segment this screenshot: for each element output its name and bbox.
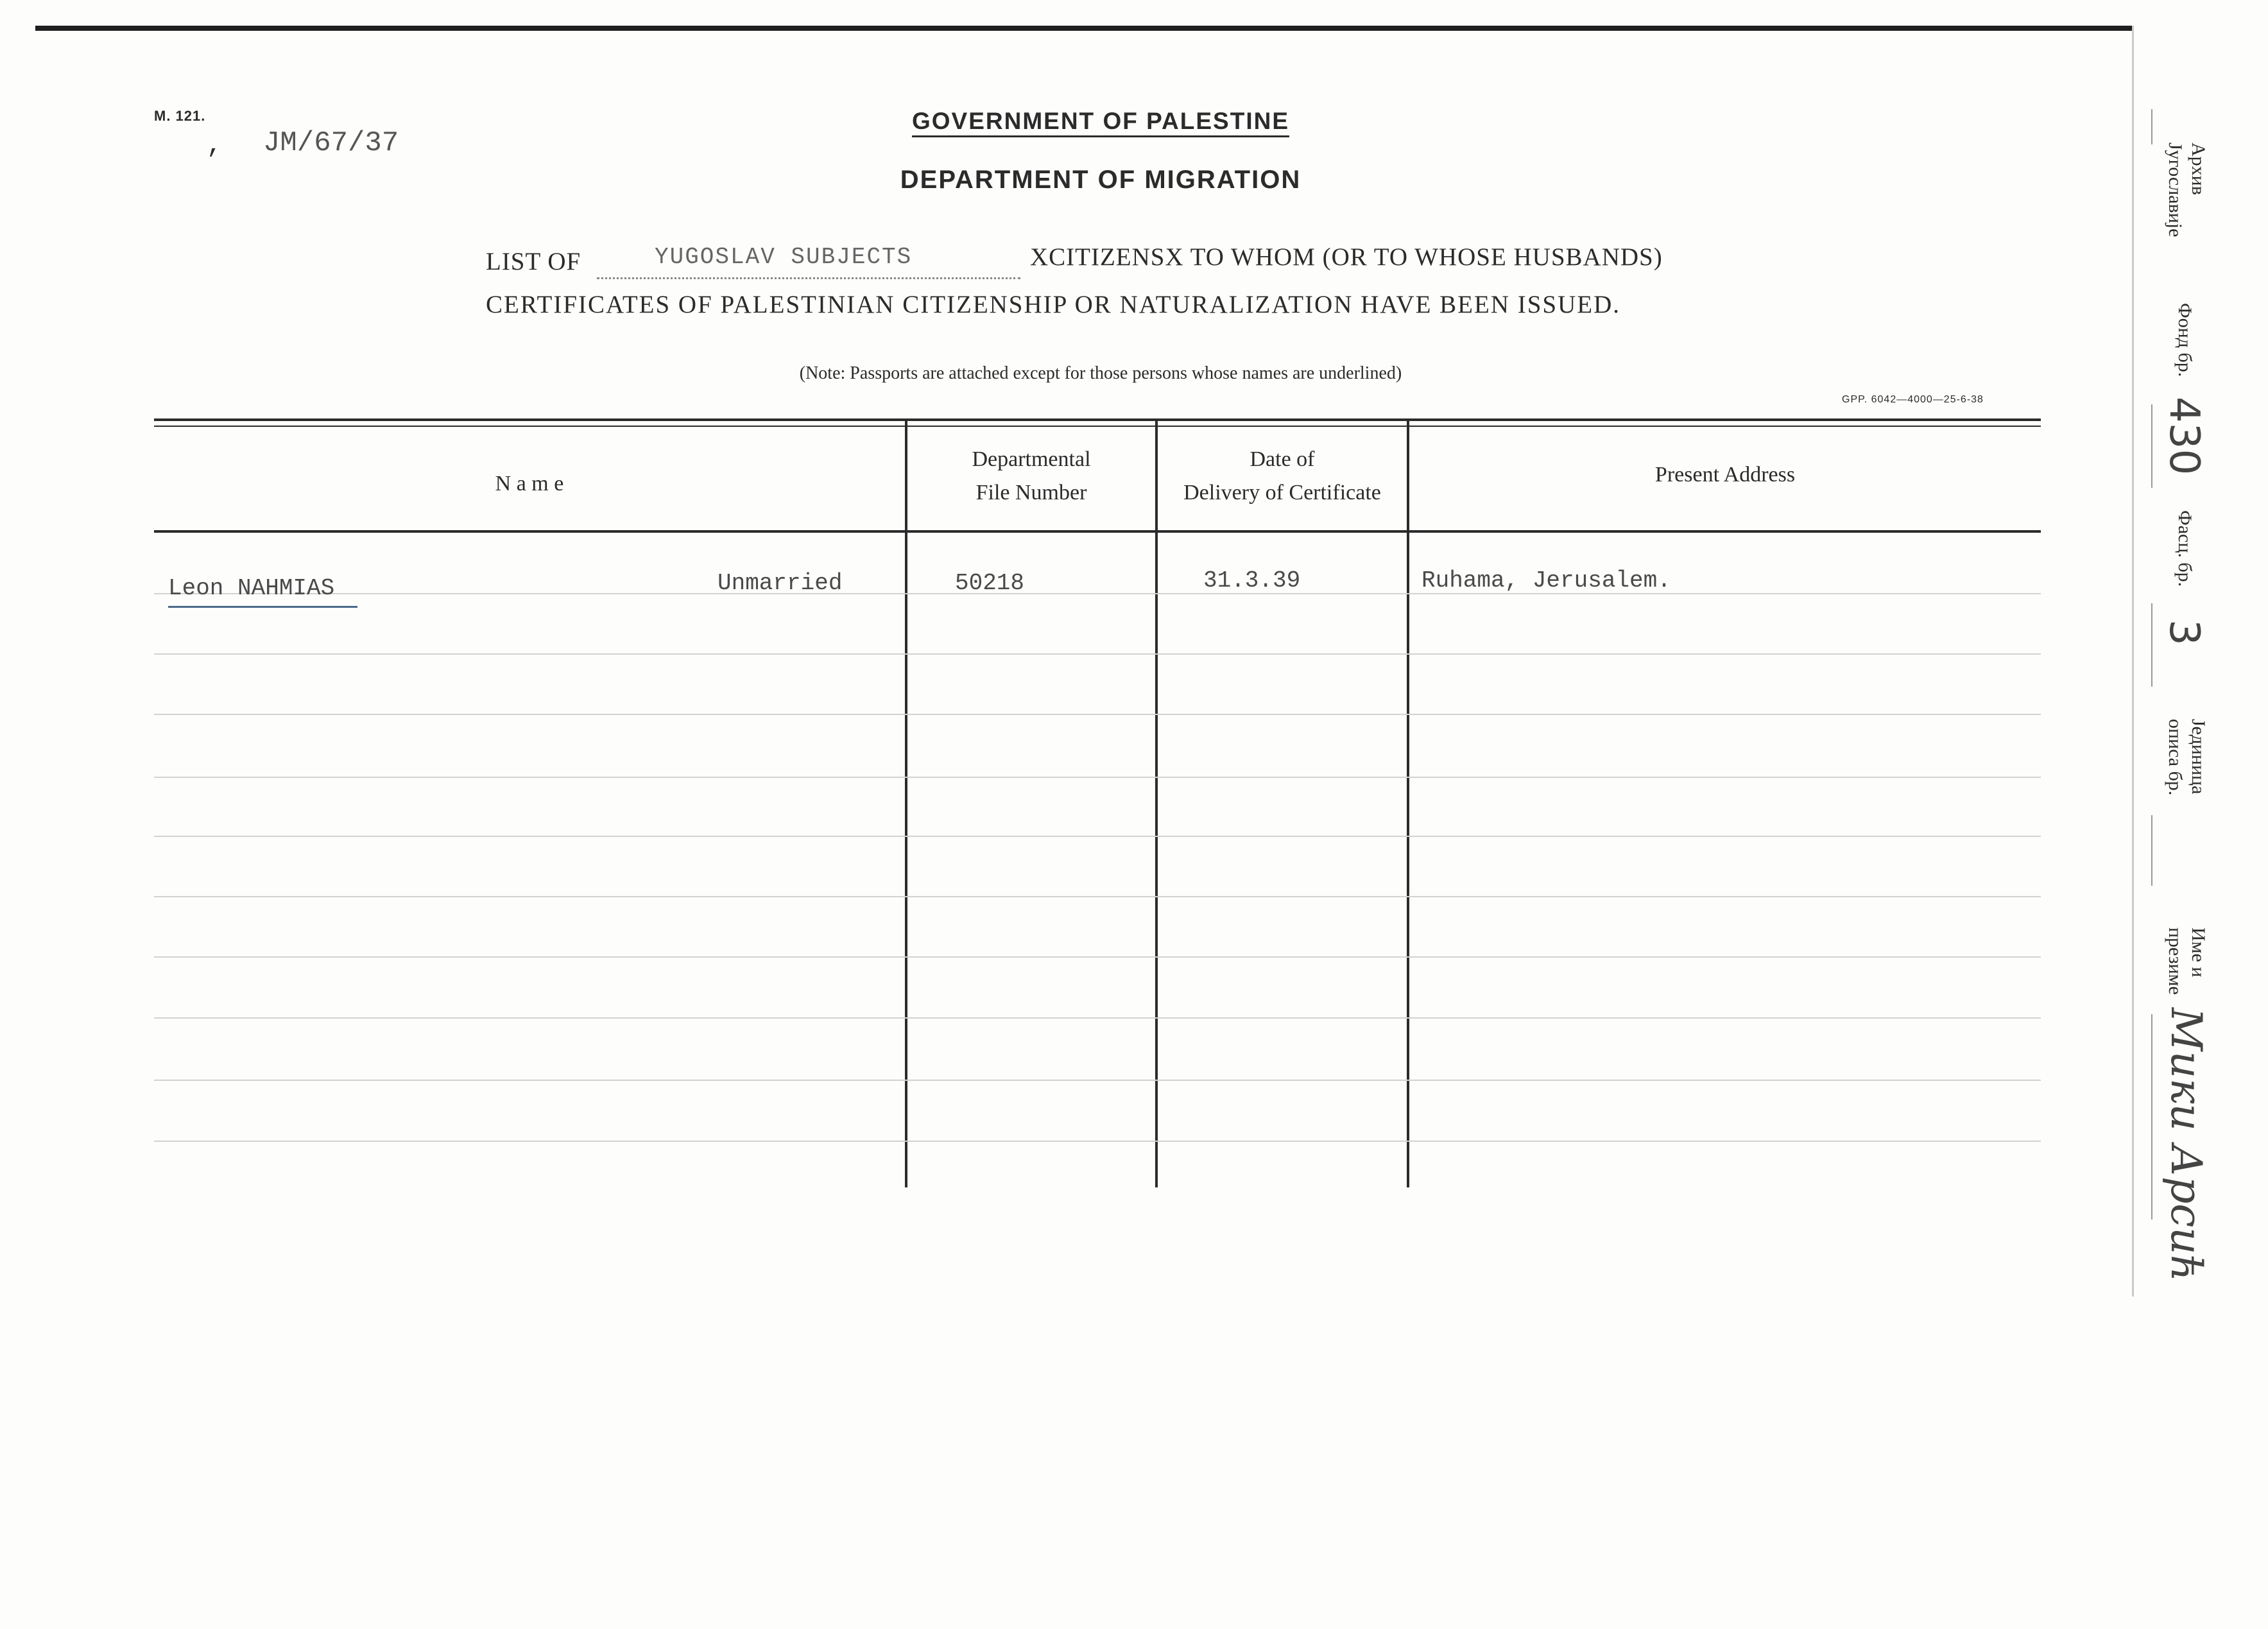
row-address: Ruhama, Jerusalem.: [1422, 567, 1671, 594]
citizens-text: XCITIZENSX TO WHOM (OR TO WHOSE HUSBANDS): [1030, 243, 1663, 271]
certificates-text: CERTIFICATES OF PALESTINIAN CITIZENSHIP OR NATURALIZATION HAVE BEEN ISSUED.: [486, 291, 1620, 318]
fascicle-line: [2151, 603, 2152, 687]
fascicle-value: 3: [2160, 619, 2208, 646]
name-line: [2151, 1014, 2152, 1220]
ref-comma: ,: [207, 132, 223, 160]
row-ruling: [154, 714, 2041, 715]
government-heading: GOVERNMENT OF PALESTINE: [0, 108, 2201, 135]
name-underline: [168, 606, 357, 608]
row-ruling: [154, 1017, 2041, 1019]
fond-line: [2151, 404, 2152, 488]
fond-value: 430: [2160, 397, 2208, 476]
column-divider: [905, 421, 907, 1187]
name-surname-label: Име и презиме: [2165, 927, 2209, 995]
row-ruling: [154, 836, 2041, 837]
fascicle-label: Фасц. бр.: [2174, 510, 2195, 587]
row-file-number: 50218: [955, 570, 1025, 596]
list-of-label: LIST OF: [486, 248, 581, 275]
row-ruling: [154, 1080, 2041, 1081]
row-ruling: [154, 896, 2041, 897]
row-ruling: [154, 1141, 2041, 1142]
top-border: [35, 26, 2134, 31]
note-text: (Note: Passports are attached except for those persons whose names are underlined): [799, 363, 1402, 383]
column-header-name: N a m e: [495, 472, 564, 496]
row-ruling: [154, 777, 2041, 778]
margin-dash: [2151, 109, 2152, 144]
row-ruling: [154, 956, 2041, 958]
column-divider: [1155, 421, 1158, 1187]
column-header-file-number: Departmental File Number: [972, 447, 1091, 504]
table-top-rule-thin: [154, 426, 2041, 427]
unit-label: Јединица описа бр.: [2165, 719, 2209, 796]
archive-label: Архив Југославије: [2165, 142, 2209, 237]
row-status: Unmarried: [717, 570, 843, 596]
row-ruling: [154, 593, 2041, 594]
row-delivery-date: 31.3.39: [1203, 567, 1301, 594]
column-divider: [1407, 421, 1409, 1187]
column-header-address: Present Address: [1654, 463, 1796, 487]
column-header-delivery-date: Date of Delivery of Certificate: [1183, 447, 1381, 504]
page-edge: [2132, 26, 2134, 1297]
form-code: M. 121.: [154, 108, 206, 124]
unit-line: [2151, 815, 2152, 886]
fill-in-dotted-line: [597, 277, 1020, 279]
table-top-rule: [154, 418, 2041, 421]
reference-number: JM/67/37: [263, 127, 399, 159]
printer-code: GPP. 6042—4000—25-6-38: [1842, 394, 1984, 405]
fond-label: Фонд бр.: [2174, 303, 2195, 377]
subjects-fill-in: YUGOSLAV SUBJECTS: [655, 244, 913, 270]
archivist-name: Мики Арсић: [2161, 1008, 2211, 1282]
header-bottom-rule: [154, 530, 2041, 533]
row-name: Leon NAHMIAS: [168, 575, 335, 601]
row-ruling: [154, 653, 2041, 655]
department-heading: DEPARTMENT OF MIGRATION: [900, 166, 1302, 194]
